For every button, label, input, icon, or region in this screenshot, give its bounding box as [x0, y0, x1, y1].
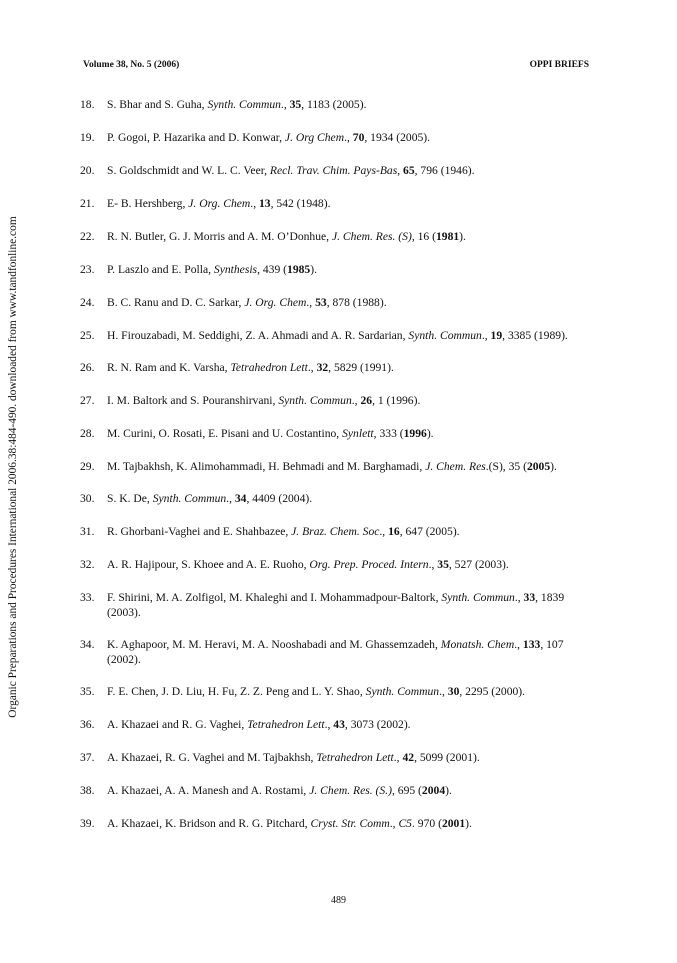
reference-text [107, 685, 525, 698]
volume-or-year: 35 [289, 98, 302, 111]
reference-segment: ., [481, 329, 491, 342]
reference-item [80, 328, 600, 343]
reference-text [107, 263, 317, 276]
reference-text [107, 784, 452, 797]
reference-item [80, 360, 600, 375]
volume-or-year: 2005 [526, 460, 551, 473]
journal-name: Tetrahedron Lett [316, 751, 394, 764]
reference-number: 39. [80, 817, 95, 830]
reference-number: 21. [80, 197, 95, 210]
journal-name: J. Chem. Res. (S.) [309, 784, 392, 797]
reference-segment: ., [307, 361, 317, 374]
reference-segment: , 439 ( [257, 263, 288, 276]
volume-or-year: 19 [490, 329, 503, 342]
reference-segment: , 2295 (2000). [459, 685, 526, 698]
volume-or-year: 65 [403, 164, 415, 177]
reference-number: 31. [80, 525, 95, 538]
reference-number: 35. [80, 685, 95, 698]
reference-item [80, 130, 600, 145]
reference-segment: ). [445, 784, 452, 797]
volume-or-year: 1985 [287, 263, 311, 276]
reference-segment: R. N. Ram and K. Varsha, [107, 361, 231, 374]
reference-text [107, 164, 475, 177]
reference-segment: , 527 (2003). [448, 558, 509, 571]
reference-segment: , 4409 (2004). [246, 492, 313, 505]
journal-name: Org. Prep. Proced. Intern [309, 558, 429, 571]
volume-or-year: 16 [388, 525, 400, 538]
reference-segment: , 695 ( [391, 784, 422, 797]
reference-segment: H. Firouzabadi, M. Seddighi, Z. A. Ahmadi and A. R. Sardarian, [107, 329, 409, 342]
reference-item [80, 524, 600, 539]
reference-number: 34. [80, 638, 95, 651]
reference-segment: , 5099 (2001). [414, 751, 480, 764]
journal-volume: Volume 38, No. 5 (2006) [83, 60, 180, 70]
reference-segment: E- B. Hershberg, [107, 197, 189, 210]
reference-list [80, 97, 600, 849]
reference-number: 25. [80, 329, 95, 342]
reference-segment: ., [280, 98, 290, 111]
reference-segment: , 796 (1946). [414, 164, 475, 177]
journal-name: Tetrahedron Lett [230, 361, 308, 374]
reference-item [80, 816, 600, 831]
reference-number: 26. [80, 361, 95, 374]
reference-text [107, 131, 430, 144]
reference-text [107, 718, 411, 731]
reference-text [107, 525, 460, 538]
reference-number: 28. [80, 427, 95, 440]
reference-text [107, 591, 564, 619]
reference-number: 37. [80, 751, 95, 764]
side-watermark [5, 186, 19, 748]
reference-segment: , 542 (1948). [270, 197, 331, 210]
volume-or-year: 35 [437, 558, 449, 571]
reference-text [107, 361, 394, 374]
journal-name: Synth. Commun [278, 394, 352, 407]
reference-segment: , [397, 164, 404, 177]
reference-segment: ). [550, 460, 557, 473]
journal-name: Monatsh. Chem [440, 638, 515, 651]
reference-item [80, 196, 600, 211]
reference-text [107, 638, 564, 666]
reference-segment: , 16 ( [411, 230, 436, 243]
journal-name: J. Org. Chem [188, 197, 251, 210]
volume-or-year: 133 [522, 638, 541, 651]
running-header [83, 60, 589, 76]
reference-number: 33. [80, 591, 95, 604]
reference-segment: F. E. Chen, J. D. Liu, H. Fu, Z. Z. Peng and L. Y. Shao, [107, 685, 366, 698]
journal-name: Synth. Commun [365, 685, 440, 698]
journal-name: J. Chem. Res [425, 460, 486, 473]
reference-segment: ., [514, 638, 523, 651]
reference-item [80, 783, 600, 798]
reference-text [107, 751, 480, 764]
reference-item [80, 590, 600, 620]
journal-name: J. Braz. Chem. Soc [291, 525, 380, 538]
reference-segment: , 1934 (2005). [364, 131, 431, 144]
reference-segment: K. Aghapoor, M. M. Heravi, M. A. Nooshabadi and M. Ghassemzadeh, [107, 638, 441, 651]
journal-name: Synlett [342, 427, 374, 440]
reference-segment: , 878 (1988). [326, 296, 387, 309]
reference-number: 19. [80, 131, 95, 144]
reference-segment: S. Bhar and S. Guha, [107, 98, 208, 111]
volume-or-year: 34 [234, 492, 247, 505]
reference-text [107, 492, 312, 505]
reference-number: 27. [80, 394, 95, 407]
reference-text [107, 296, 387, 309]
journal-name: Tetrahedron Lett [247, 718, 325, 731]
reference-number: 22. [80, 230, 95, 243]
volume-or-year: 42 [402, 751, 415, 764]
journal-name: Synth. Commun [152, 492, 227, 505]
download-notice: Organic Preparations and Procedures International 2006.38:484-490. downloaded from www.tandfonline.com [7, 216, 19, 718]
volume-or-year: 32 [316, 361, 329, 374]
reference-segment: , 1839 (2003). [107, 591, 565, 619]
reference-text [107, 329, 568, 342]
reference-item [80, 637, 600, 667]
journal-name: Synth. Commun [441, 591, 515, 604]
reference-text [107, 197, 331, 210]
reference-segment: R. N. Butler, G. J. Morris and A. M. O’Donhue, [107, 230, 332, 243]
reference-item [80, 684, 600, 699]
reference-text [107, 427, 434, 440]
journal-name: J. Chem. Res. (S) [331, 230, 412, 243]
reference-segment: , 5829 (1991). [328, 361, 394, 374]
journal-name: Synth. Commun [207, 98, 281, 111]
reference-segment: ., [439, 685, 448, 698]
reference-segment: P. Laszlo and E. Polla, [107, 263, 214, 276]
journal-name: Cryst. Str. Comm [310, 817, 390, 830]
volume-or-year: 33 [523, 591, 536, 604]
volume-or-year: 26 [360, 394, 373, 407]
reference-item [80, 393, 600, 408]
reference-segment: ., [393, 751, 403, 764]
volume-or-year: 53 [315, 296, 327, 309]
reference-segment: ., [379, 525, 389, 538]
reference-number: 36. [80, 718, 95, 731]
reference-item [80, 229, 600, 244]
journal-name: J. Org Chem [284, 131, 345, 144]
reference-segment: ). [465, 817, 472, 830]
volume-or-year: 13 [259, 197, 271, 210]
reference-segment: S. K. De, [107, 492, 153, 505]
reference-segment: , 107 (2002). [107, 638, 564, 666]
reference-text [107, 98, 366, 111]
reference-segment: F. Shirini, M. A. Zolfigol, M. Khaleghi and I. Mohammadpour-Baltork, [107, 591, 442, 604]
reference-segment: A. Khazaei and R. G. Vaghei, [107, 718, 248, 731]
volume-or-year: 1996 [403, 427, 427, 440]
reference-item [80, 459, 600, 474]
reference-item [80, 97, 600, 112]
reference-segment: M. Curini, O. Rosati, E. Pisani and U. Costantino, [107, 427, 343, 440]
reference-segment: ., [351, 394, 361, 407]
reference-segment: , 333 ( [373, 427, 404, 440]
reference-segment: A. Khazaei, A. A. Manesh and A. Rostami, [107, 784, 310, 797]
reference-segment: , 3073 (2002). [344, 718, 411, 731]
volume-or-year: 70 [352, 131, 365, 144]
reference-segment: , 3385 (1989). [502, 329, 568, 342]
reference-segment: A. Khazaei, R. G. Vaghei and M. Tajbakhsh, [107, 751, 317, 764]
journal-name: C5 [398, 817, 412, 830]
reference-number: 30. [80, 492, 95, 505]
reference-segment: ., [226, 492, 235, 505]
reference-segment: ., [428, 558, 438, 571]
reference-segment: .(S), 35 ( [485, 460, 527, 473]
volume-or-year: 2001 [441, 817, 466, 830]
volume-or-year: 30 [447, 685, 460, 698]
reference-number: 23. [80, 263, 95, 276]
reference-item [80, 295, 600, 310]
reference-segment: M. Tajbakhsh, K. Alimohammadi, H. Behmadi and M. Barghamadi, [107, 460, 426, 473]
reference-text [107, 817, 472, 830]
reference-segment: ). [310, 263, 317, 276]
page-number: 489 [331, 895, 346, 906]
reference-number: 29. [80, 460, 95, 473]
reference-segment: , 1183 (2005). [301, 98, 367, 111]
reference-segment: P. Gogoi, P. Hazarika and D. Konwar, [107, 131, 285, 144]
journal-name: Recl. Trav. Chim. Pays-Bas [269, 164, 398, 177]
reference-segment: ., [514, 591, 524, 604]
reference-text [107, 460, 557, 473]
reference-number: 20. [80, 164, 95, 177]
reference-text [107, 394, 420, 407]
reference-item [80, 750, 600, 765]
reference-number: 32. [80, 558, 95, 571]
reference-segment: R. Ghorbani-Vaghei and E. Shahbazee, [107, 525, 292, 538]
reference-number: 24. [80, 296, 95, 309]
section-title: OPPI BRIEFS [529, 60, 589, 70]
reference-segment: S. Goldschmidt and W. L. C. Veer, [107, 164, 270, 177]
reference-text [107, 558, 509, 571]
reference-segment: I. M. Baltork and S. Pouranshirvani, [107, 394, 279, 407]
reference-segment: ). [459, 230, 466, 243]
reference-number: 18. [80, 98, 95, 111]
reference-item [80, 262, 600, 277]
journal-name: Synthesis [213, 263, 258, 276]
journal-name: J. Org. Chem [244, 296, 307, 309]
reference-segment: A. R. Hajipour, S. Khoee and A. E. Ruoho, [107, 558, 310, 571]
reference-item [80, 163, 600, 178]
reference-segment: ., [250, 197, 259, 210]
reference-segment: ., [324, 718, 334, 731]
journal-name: Synth. Commun [408, 329, 482, 342]
reference-item [80, 426, 600, 441]
reference-segment: B. C. Ranu and D. C. Sarkar, [107, 296, 245, 309]
reference-item [80, 491, 600, 506]
volume-or-year: 2004 [421, 784, 446, 797]
reference-segment: . 970 ( [411, 817, 442, 830]
reference-segment: A. Khazaei, K. Bridson and R. G. Pitchard, [107, 817, 311, 830]
volume-or-year: 1981 [435, 230, 460, 243]
volume-or-year: 43 [333, 718, 345, 731]
reference-item [80, 717, 600, 732]
reference-number: 38. [80, 784, 95, 797]
reference-segment: , 647 (2005). [399, 525, 460, 538]
reference-segment: , 1 (1996). [372, 394, 421, 407]
reference-segment: ). [426, 427, 434, 440]
reference-item [80, 557, 600, 572]
reference-segment: ., [306, 296, 316, 309]
reference-segment: ., [344, 131, 353, 144]
reference-text [107, 230, 466, 243]
reference-segment: ., [389, 817, 399, 830]
